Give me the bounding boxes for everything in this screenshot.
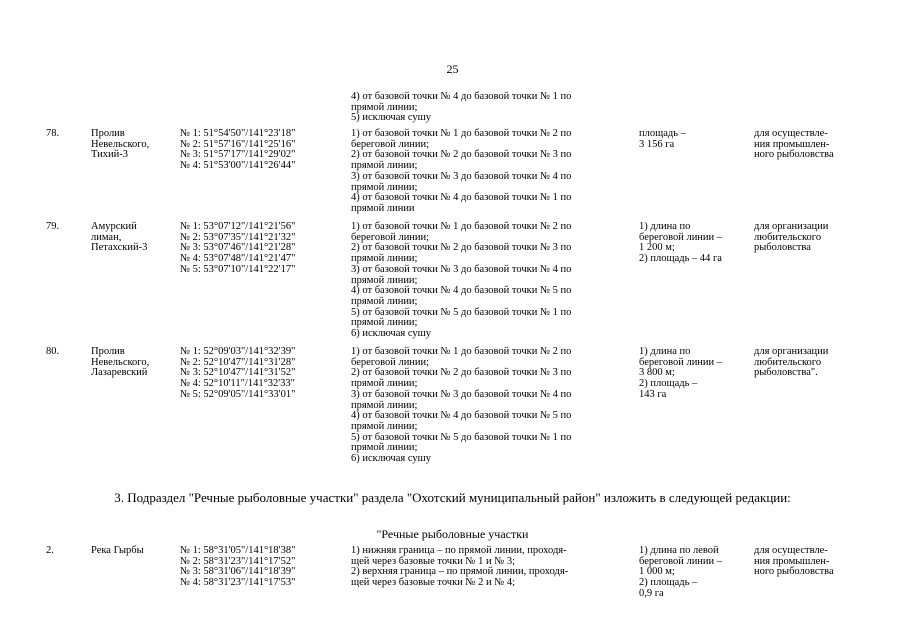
site-name: Амурский лиман, Петахский-3: [91, 221, 148, 254]
site-size: 1) длина по левой береговой линии – 1 000 м; 2) площадь – 0,9 га: [639, 545, 723, 599]
site-purpose: для организации любительского рыболовства".: [754, 346, 829, 379]
row-number: 80.: [46, 346, 60, 357]
site-size: 1) длина по береговой линии – 3 800 м; 2) площадь – 143 га: [639, 346, 723, 400]
subsection-title: "Речные рыболовные участки: [376, 527, 529, 541]
site-purpose: для осуществле- ния промышлен- ного рыболовства: [754, 545, 834, 578]
border-description: 1) от базовой точки № 1 до базовой точки № 2 по береговой линии; 2) от базовой точки № 2 до базовой точки № 3 по прямой линии; 3) от базовой точки № 3 до базовой точки № 4 по прямой линии; 4) от базовой точки № 4 до базовой точки № 1 по прямой линии: [351, 128, 572, 214]
border-description: 1) от базовой точки № 1 до базовой точки № 2 по береговой линии; 2) от базовой точки № 2 до базовой точки № 3 по прямой линии; 3) от базовой точки № 3 до базовой точки № 4 по прямой линии; 4) от базовой точки № 4 до базовой точки № 5 по прямой линии; 5) от базовой точки № 5 до базовой точки № 1 по прямой линии; 6) исключая сушу: [351, 221, 572, 340]
site-purpose: для осуществле- ния промышлен- ного рыболовства: [754, 128, 834, 161]
coordinates: № 1: 53°07'12"/141°21'56" № 2: 53°07'35"/141°21'32" № 3: 53°07'46"/141°21'28" № 4: 53°07'48"/141°21'47" № 5: 53°07'10"/141°22'17": [180, 221, 296, 275]
site-name: Пролив Невельского, Лазаревский: [91, 346, 150, 379]
continuation-border-text: 4) от базовой точки № 4 до базовой точки № 1 по прямой линии; 5) исключая сушу: [351, 91, 572, 124]
coordinates: № 1: 58°31'05"/141°18'38" № 2: 58°31'23"/141°17'52" № 3: 58°31'06"/141°18'39" № 4: 58°31'23"/141°17'53": [180, 545, 296, 589]
page-number: 25: [446, 62, 459, 76]
site-name: Река Гырбы: [91, 545, 144, 556]
site-size: площадь – 3 156 га: [639, 128, 686, 150]
site-purpose: для организации любительского рыболовства: [754, 221, 829, 254]
border-description: 1) от базовой точки № 1 до базовой точки № 2 по береговой линии; 2) от базовой точки № 2 до базовой точки № 3 по прямой линии; 3) от базовой точки № 3 до базовой точки № 4 по прямой линии; 4) от базовой точки № 4 до базовой точки № 5 по прямой линии; 5) от базовой точки № 5 до базовой точки № 1 по прямой линии; 6) исключая сушу: [351, 346, 572, 465]
site-size: 1) длина по береговой линии – 1 200 м; 2) площадь – 44 га: [639, 221, 723, 265]
coordinates: № 1: 51°54'50"/141°23'18" № 2: 51°57'16"/141°25'16" № 3: 51°57'17"/141°29'02" № 4: 51°53'00"/141°26'44": [180, 128, 296, 172]
row-number: 2.: [46, 545, 54, 556]
section-heading: 3. Подраздел "Речные рыболовные участки" раздела "Охотский муниципальный район" изложить в следующей редакции:: [114, 490, 791, 505]
coordinates: № 1: 52°09'03"/141°32'39" № 2: 52°10'47"/141°31'28" № 3: 52°10'47"/141°31'52" № 4: 52°10'11"/141°32'33" № 5: 52°09'05"/141°33'01": [180, 346, 296, 400]
site-name: Пролив Невельского, Тихий-3: [91, 128, 150, 161]
row-number: 78.: [46, 128, 60, 139]
border-description: 1) нижняя граница – по прямой линии, проходя- щей через базовые точки № 1 и № 3; 2) верхняя граница – по прямой линии, проходя- щей через базовые точки № 2 и № 4;: [351, 545, 569, 589]
row-number: 79.: [46, 221, 60, 232]
